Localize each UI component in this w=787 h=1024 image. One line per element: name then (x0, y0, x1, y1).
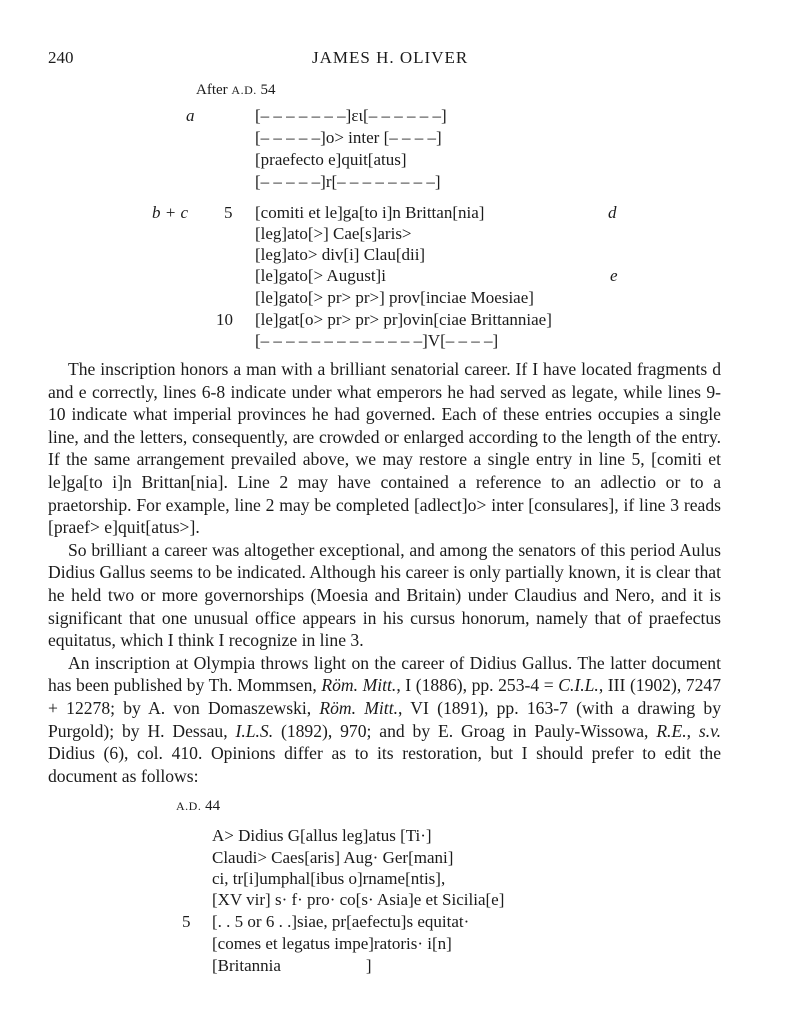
inscription1-line-8: [le]gato[> August]i (255, 266, 386, 285)
inscription2-line-1: A> Didius G[allus leg]atus [Ti·] (212, 826, 432, 845)
paragraph-2: So brilliant a career was altogether exceptional, and among the senators of this period Aulus Didius Gallus seems to be indicated. Although his career is only partially known, it is clear that he held two or more governorships (Moesia and Britain) under Claudius and Nero, and it is significant that one unusual office appears in his cursus honorum, namely that of praefectus equitatus, which I think I recognize in line 3. (48, 539, 721, 651)
p3-text-1: An inscription at Olympia throws light on the career of Didius Gallus. The latter document has been published by Th. Mommsen, (48, 652, 721, 696)
p3-citation-3: Röm. Mitt. (319, 697, 398, 718)
inscription1-line-5: [comiti et le]ga[to i]n Brittan[nia] (255, 203, 485, 222)
p3-text-5: (1892), 970; and by E. Groag in Pauly-Wissowa, (273, 720, 657, 741)
paragraph-1: The inscription honors a man with a brilliant senatorial career. If I have located fragments d and e correctly, lines 6-8 indicate under what emperors he had served as legate, while lines 9-10 indicate what imperial provinces he had governed. Each of these entries occupies a single line, and the letters, consequently, are crowded or enlarged according to the length of the entry. If the same arrangement prevailed above, we may restore a single entry in line 5, [comiti et le]ga[to i]n Brittan[nia]. Line 2 may have contained a reference to an adlectio or to a praetorship. For example, line 2 may be completed [adlect]o> inter [consulares], if line 3 reads [praef> e]quit[atus>]. (48, 359, 721, 538)
p3-text-3: , III (1902), 7247 + 12278; by A. von Domaszewski, (48, 675, 721, 718)
p3-citation-4: I.L.S. (235, 720, 274, 741)
fragment-label-bc: b + c (152, 203, 189, 222)
page-number: 240 (48, 48, 74, 67)
inscription1-line-7: [leg]ato> div[i] Clau[dii] (255, 245, 426, 264)
inscription1-line-2: [– – – – –]o> inter [– – – –] (255, 128, 442, 147)
inscription1-line-3: [praefecto e]quit[atus] (255, 150, 407, 169)
inscription2-line-2: Claudi> Caes[aris] Aug· Ger[mani] (212, 848, 454, 867)
inscription1-line-6: [leg]ato[>] Cae[s]aris> (255, 224, 412, 243)
p3-citation-6: s.v. (698, 720, 722, 741)
inscription1-line-11: [– – – – – – – – – – – – –]V[– – – –] (255, 331, 499, 350)
p3-citation-2: C.I.L. (558, 675, 599, 696)
date-era: A.D. (176, 799, 202, 813)
inscription1-line-1: [– – – – – – –]ει[– – – – – –] (255, 106, 447, 125)
line-number-5: 5 (224, 203, 233, 222)
p3-text-4: , VI (1891), pp. 163-7 (with a drawing by Purgold); by H. Dessau, (48, 697, 722, 741)
date-year: 44 (205, 798, 221, 814)
inscription2-line-3: ci, tr[i]umphal[ibus o]rname[ntis], (212, 869, 446, 888)
running-head: JAMES H. OLIVER (312, 48, 469, 67)
inscription1-line-4: [– – – – –]r[– – – – – – – –] (255, 172, 441, 191)
inscription2-line-7: [Britannia ] (212, 956, 372, 975)
p3-text-2: , I (1886), pp. 253-4 = (396, 675, 559, 696)
inscription2-line-6: [comes et legatus impe]ratoris· i[n] (212, 934, 452, 953)
inscription2-line-5: [. . 5 or 6 . .]siae, pr[aefectu]s equitat· (212, 912, 470, 931)
date-prefix: After (196, 82, 228, 98)
inscription1-line-9: [le]gato[> pr> pr>] prov[inciae Moesiae] (255, 288, 534, 307)
p3-citation-5: R.E. (656, 720, 687, 741)
line-number-5: 5 (182, 912, 191, 931)
line-number-10: 10 (216, 310, 233, 329)
fragment-label-a: a (186, 106, 195, 125)
fragment-label-d: d (608, 203, 617, 222)
inscription2-line-4: [XV vir] s· f· pro· co[s· Asia]e et Sicilia[e] (212, 890, 505, 909)
date-era: A.D. (231, 83, 257, 97)
fragment-label-e: e (610, 266, 618, 285)
p3-text-6: , (686, 720, 699, 741)
p3-citation-1: Röm. Mitt. (321, 675, 397, 696)
p3-text-7: Didius (6), col. 410. Opinions differ as to its restoration, but I should prefer to edit the document as follows: (48, 743, 721, 786)
inscription1-line-10: [le]gat[o> pr> pr> pr]ovin[ciae Brittanniae] (255, 310, 552, 329)
date-year: 54 (260, 82, 276, 98)
